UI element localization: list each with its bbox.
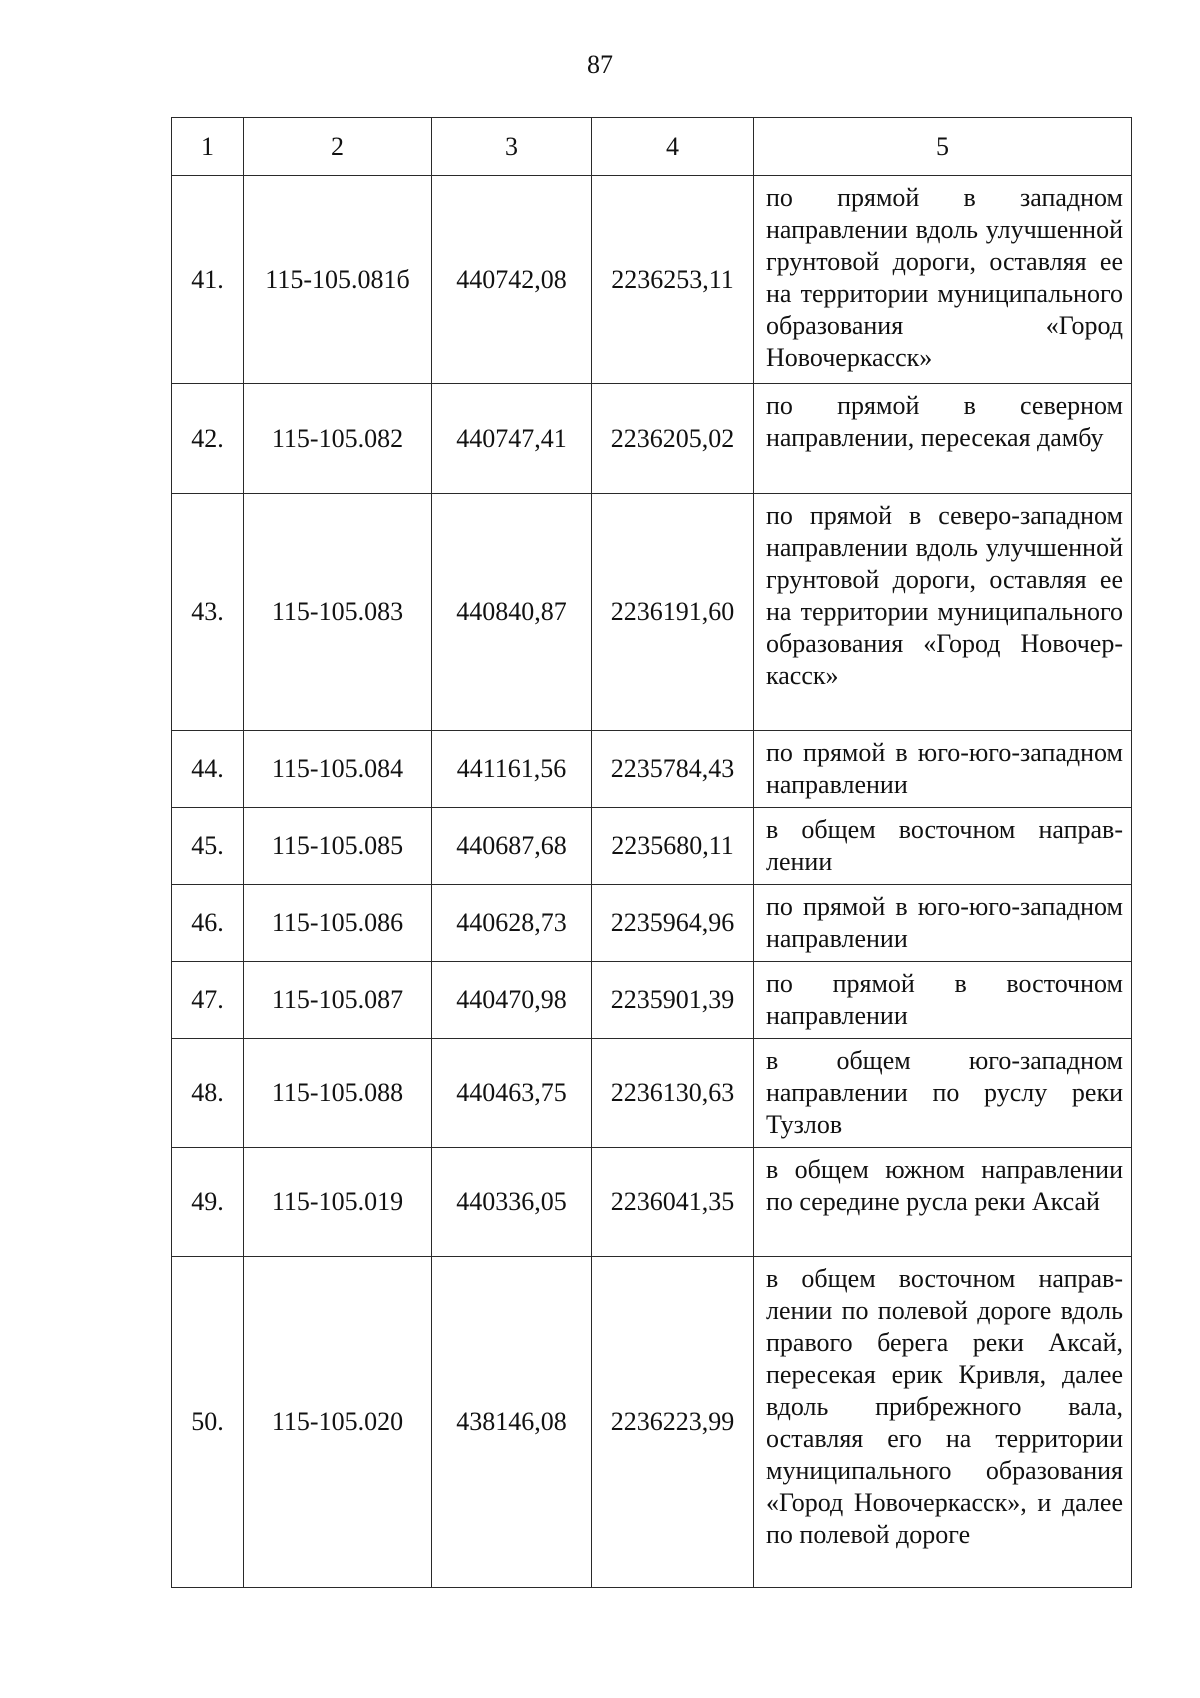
table-row — [172, 808, 1132, 885]
header-row — [172, 118, 1132, 176]
point-code: 115-105.088 — [244, 1039, 432, 1148]
coordinate-x: 440840,87 — [432, 494, 592, 731]
point-code: 115-105.085 — [244, 808, 432, 885]
coordinate-x: 438146,08 — [432, 1257, 592, 1588]
point-code: 115-105.082 — [244, 384, 432, 494]
boundary-description: по прямой в восточном направлении — [754, 962, 1132, 1039]
coordinate-y: 2236223,99 — [592, 1257, 754, 1588]
coordinate-x: 440742,08 — [432, 176, 592, 384]
coordinate-y: 2235784,43 — [592, 731, 754, 808]
point-code: 115-105.084 — [244, 731, 432, 808]
coordinate-y: 2236191,60 — [592, 494, 754, 731]
table-row — [172, 176, 1132, 384]
row-number: 48. — [172, 1039, 244, 1148]
row-number: 41. — [172, 176, 244, 384]
row-number: 50. — [172, 1257, 244, 1588]
point-code: 115-105.087 — [244, 962, 432, 1039]
row-number: 45. — [172, 808, 244, 885]
boundary-description: по прямой в северо-западном направлении вдоль улучшенной грунтовой дороги, оставляя ее на территории муниципального образования «Город Новочеркасск» — [754, 494, 1132, 731]
coordinate-y: 2236041,35 — [592, 1148, 754, 1257]
header-cell-1: 1 — [172, 118, 244, 176]
coordinate-x: 440336,05 — [432, 1148, 592, 1257]
point-code: 115-105.019 — [244, 1148, 432, 1257]
boundary-description: в общем южном направлении по середине русла реки Аксай — [754, 1148, 1132, 1257]
boundary-description: в общем восточном направлении — [754, 808, 1132, 885]
table-row — [172, 962, 1132, 1039]
point-code: 115-105.083 — [244, 494, 432, 731]
coordinate-y: 2235964,96 — [592, 885, 754, 962]
coordinate-x: 440747,41 — [432, 384, 592, 494]
row-number: 42. — [172, 384, 244, 494]
row-number: 46. — [172, 885, 244, 962]
boundary-description: по прямой в юго-юго-западном направлении — [754, 731, 1132, 808]
row-number: 43. — [172, 494, 244, 731]
header-cell-3: 3 — [432, 118, 592, 176]
coordinate-y: 2236130,63 — [592, 1039, 754, 1148]
header-cell-4: 4 — [592, 118, 754, 176]
boundary-description: по прямой в западном направлении вдоль улучшенной грунтовой дороги, оставляя ее на территории муниципального образования «Город Новочеркасск» — [754, 176, 1132, 384]
coordinate-x: 440470,98 — [432, 962, 592, 1039]
table-row — [172, 494, 1132, 731]
point-code: 115-105.020 — [244, 1257, 432, 1588]
table-row — [172, 384, 1132, 494]
point-code: 115-105.086 — [244, 885, 432, 962]
point-code: 115-105.081б — [244, 176, 432, 384]
table-row — [172, 1257, 1132, 1588]
boundary-description: по прямой в юго-юго-западном направлении — [754, 885, 1132, 962]
header-cell-2: 2 — [244, 118, 432, 176]
coordinate-y: 2235901,39 — [592, 962, 754, 1039]
table-row — [172, 731, 1132, 808]
table-row — [172, 885, 1132, 962]
coordinate-x: 440628,73 — [432, 885, 592, 962]
header-cell-5: 5 — [754, 118, 1132, 176]
boundary-description: в общем восточном направлении по полевой дороге вдоль правого берега реки Аксай, пересекая ерик Кривля, далее вдоль прибрежного вала, оставляя его на территории муниципального образования «Город Новочеркасск», и далее по полевой дороге — [754, 1257, 1132, 1588]
row-number: 44. — [172, 731, 244, 808]
row-number: 49. — [172, 1148, 244, 1257]
coordinate-y: 2236253,11 — [592, 176, 754, 384]
row-number: 47. — [172, 962, 244, 1039]
coordinates-table — [171, 117, 1132, 1588]
coordinate-y: 2235680,11 — [592, 808, 754, 885]
table-row — [172, 1039, 1132, 1148]
coordinate-x: 440463,75 — [432, 1039, 592, 1148]
coordinate-y: 2236205,02 — [592, 384, 754, 494]
table-row — [172, 1148, 1132, 1257]
coordinate-x: 440687,68 — [432, 808, 592, 885]
boundary-description: по прямой в северном направлении, пересекая дамбу — [754, 384, 1132, 494]
coordinate-x: 441161,56 — [432, 731, 592, 808]
page-number: 87 — [587, 50, 613, 79]
boundary-description: в общем юго-западном направлении по руслу реки Тузлов — [754, 1039, 1132, 1148]
